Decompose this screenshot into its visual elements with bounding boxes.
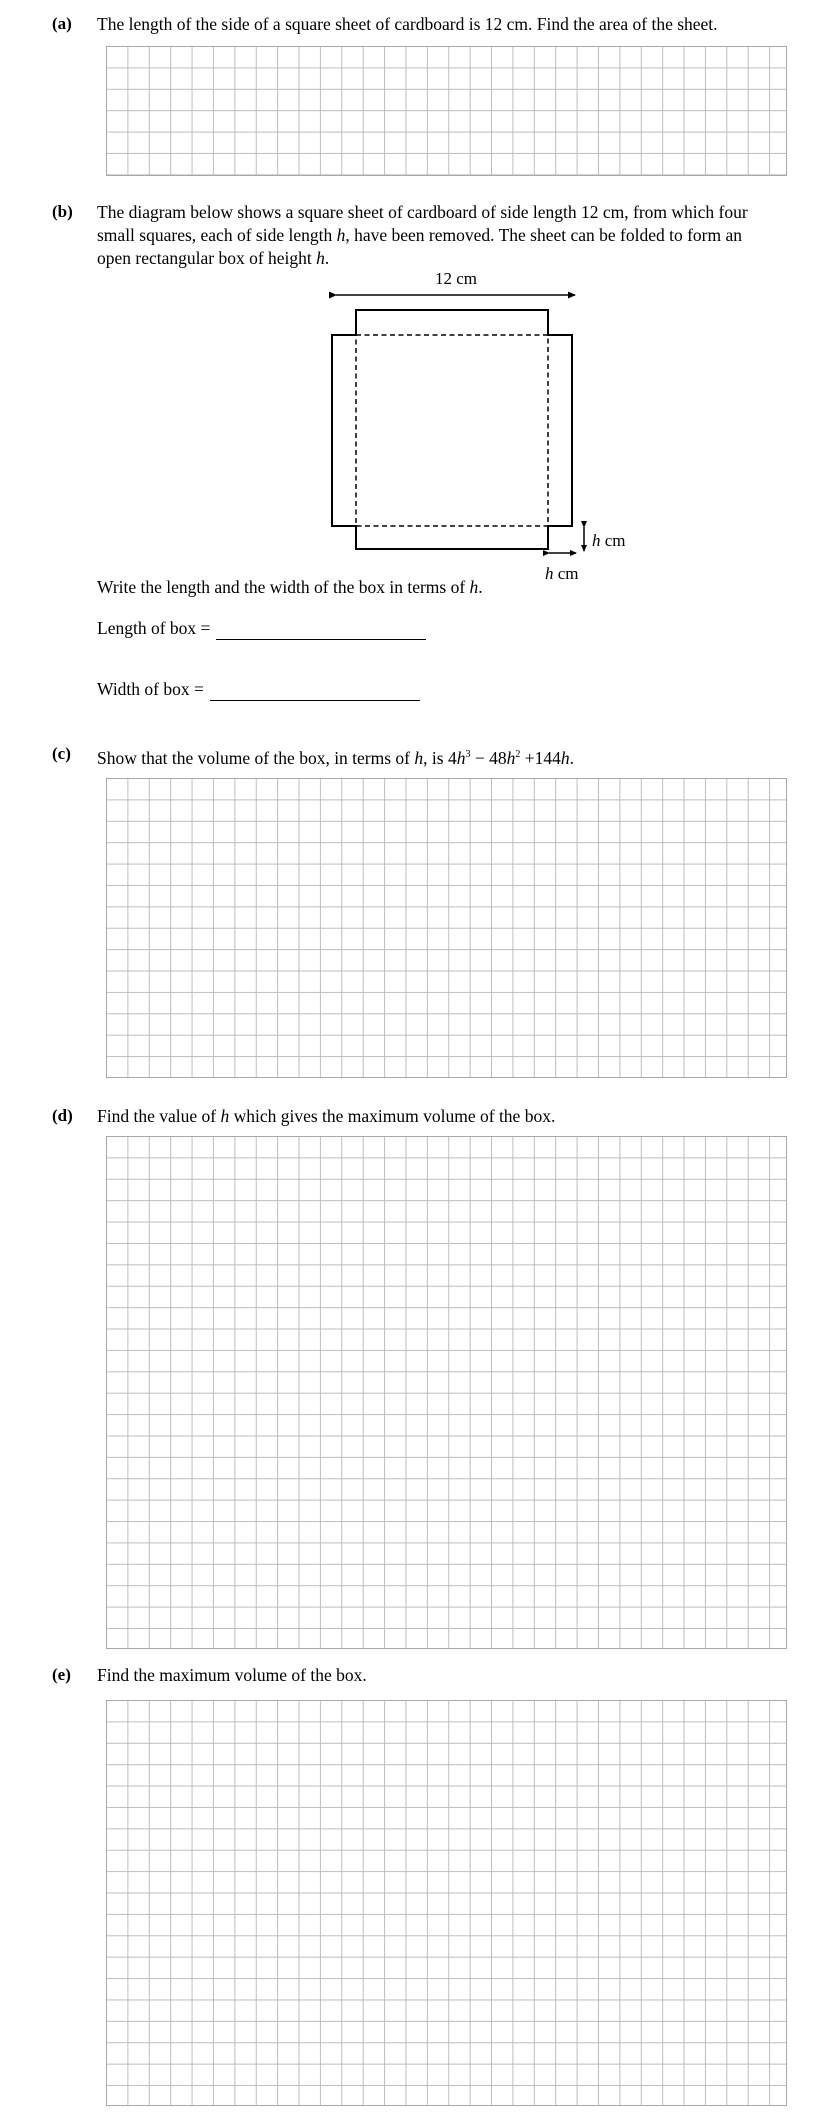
length-of-box-row xyxy=(97,617,426,640)
part-d-label: (d) xyxy=(52,1106,73,1125)
part-b-line-3: open rectangular box of height h. xyxy=(97,248,330,268)
width-dimension-label: 12 cm xyxy=(434,269,478,288)
part-c-label: (c) xyxy=(52,744,71,763)
part-e-answer-grid[interactable] xyxy=(106,1700,787,2106)
part-c-question: Show that the volume of the box, in terms of h, is $4h^3 - 48h^2 +144h$. xyxy=(97,747,574,768)
fold-lines xyxy=(356,335,548,526)
width-answer-line[interactable] xyxy=(210,681,420,701)
cardboard-net-diagram xyxy=(0,0,832,600)
length-of-box-label: Length of box = xyxy=(97,618,211,638)
part-b-line-2: small squares, each of side length h, have been removed. The sheet can be folded to form an xyxy=(97,225,743,245)
part-b-line-1: The diagram below shows a square sheet of cardboard of side length 12 cm, from which four xyxy=(97,202,748,222)
height-dimension-label: h cm xyxy=(592,531,626,550)
part-b-instruction: Write the length and the width of the box in terms of h. xyxy=(97,577,483,597)
width-of-box-row xyxy=(97,678,420,701)
part-d-question: Find the value of h which gives the maximum volume of the box. xyxy=(97,1106,556,1126)
length-answer-line[interactable] xyxy=(216,620,426,640)
part-b-label: (b) xyxy=(52,202,73,221)
sheet-outline xyxy=(332,310,572,549)
volume-expression: $4h^3 - 48h^2 +144h$ xyxy=(447,747,570,768)
corner-dimension-label: h cm xyxy=(545,564,579,583)
part-d-answer-grid[interactable] xyxy=(106,1136,787,1649)
part-a-label: (a) xyxy=(52,14,72,33)
part-a-question: The length of the side of a square sheet of cardboard is 12 cm. Find the area of the sheet. xyxy=(97,14,718,34)
width-of-box-label: Width of box = xyxy=(97,679,204,699)
part-e-question: Find the maximum volume of the box. xyxy=(97,1665,367,1685)
part-e-label: (e) xyxy=(52,1665,71,1684)
part-c-answer-grid[interactable] xyxy=(106,778,787,1078)
